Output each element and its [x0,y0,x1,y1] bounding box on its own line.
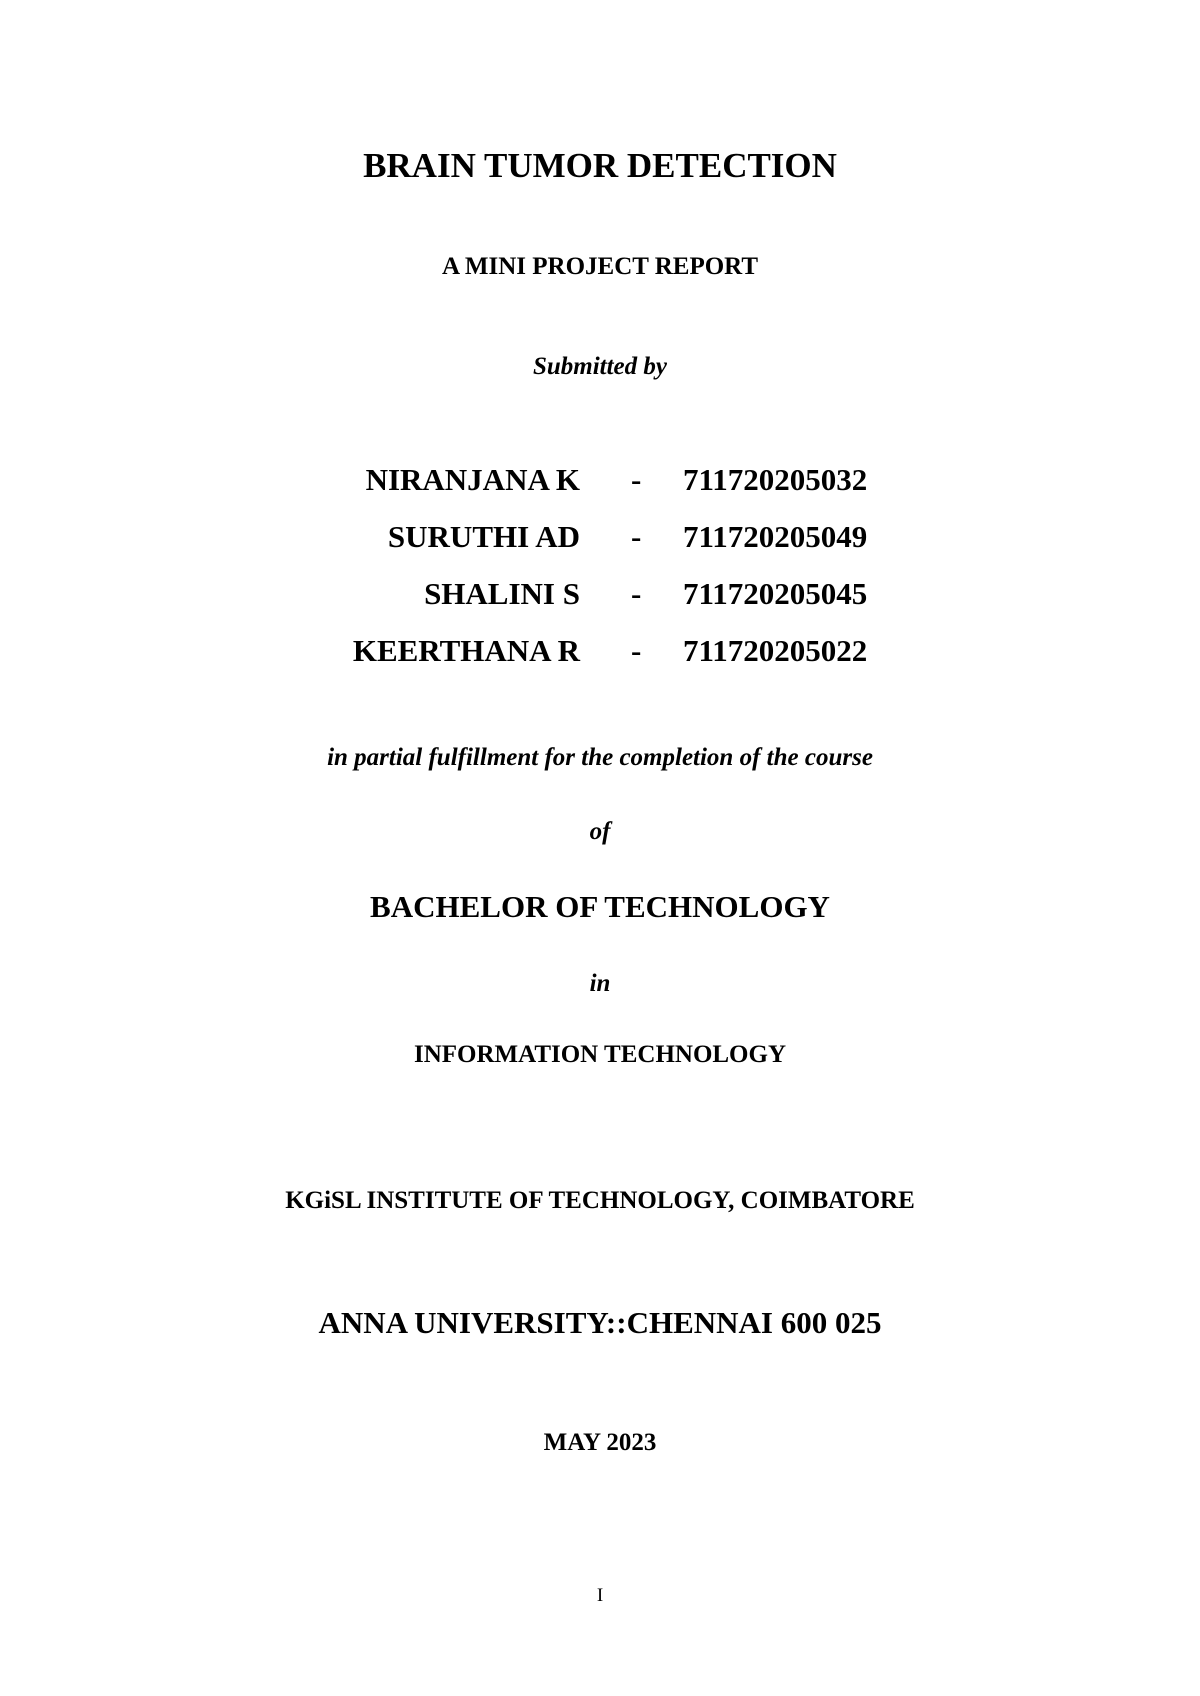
student-id: 711720205032 [683,462,868,497]
university-name: ANNA UNIVERSITY::CHENNAI 600 025 [318,1305,882,1340]
student-id: 711720205049 [683,519,868,554]
student-id: 711720205022 [683,633,868,668]
student-separator: - [631,576,642,611]
student-id: 711720205045 [683,576,868,611]
student-row [0,462,1200,508]
report-subtitle: A MINI PROJECT REPORT [441,253,759,280]
student-name: NIRANJANA K [365,462,580,497]
branch-name: INFORMATION TECHNOLOGY [413,1041,787,1068]
report-title: BRAIN TUMOR DETECTION [363,146,837,185]
student-name: KEERTHANA R [352,633,580,668]
institute-name: KGiSL INSTITUTE OF TECHNOLOGY, COIMBATORE [285,1187,915,1214]
submission-date: MAY 2023 [543,1429,657,1456]
student-separator: - [631,519,642,554]
submitted-by-label: Submitted by [532,353,668,380]
student-name: SHALINI S [424,576,580,611]
student-separator: - [631,633,642,668]
student-row [0,519,1200,565]
in-connector: in [589,970,611,997]
student-row [0,576,1200,622]
degree-name: BACHELOR OF TECHNOLOGY [370,889,830,924]
student-row [0,633,1200,679]
of-connector: of [589,818,611,845]
page-number: I [596,1585,604,1606]
student-separator: - [631,462,642,497]
student-name: SURUTHI AD [387,519,580,554]
fulfillment-statement: in partial fulfillment for the completion of the course [327,744,873,771]
